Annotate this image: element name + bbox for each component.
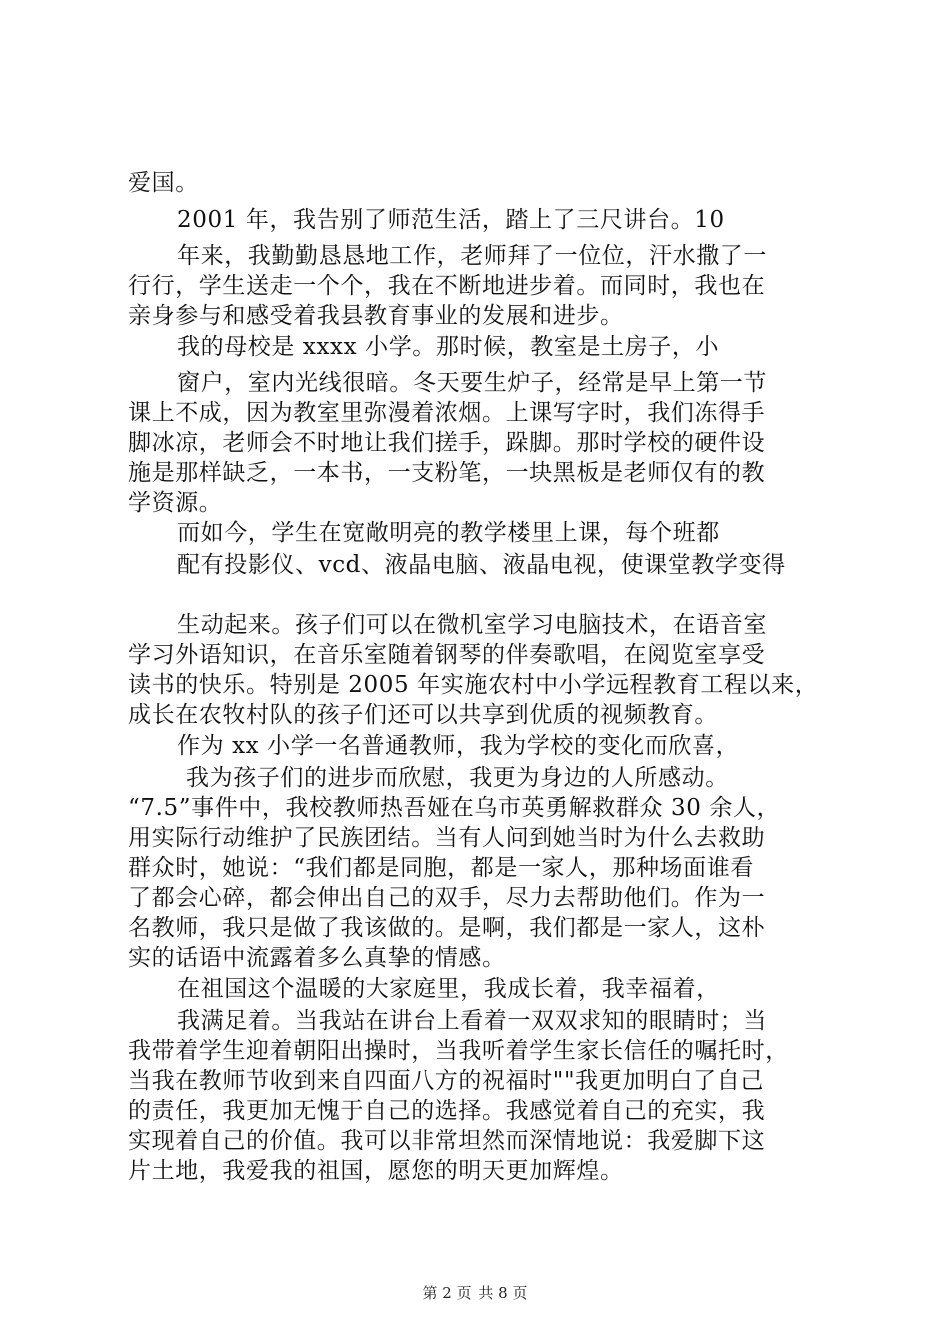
text-line: 而如今，学生在宽敞明亮的教学楼里上课，每个班都 xyxy=(177,520,720,546)
text-line: 施是那样缺乏，一本书，一支粉笔，一块黑板是老师仅有的教 xyxy=(128,460,766,486)
text-line: 成长在农牧村队的孩子们还可以共享到优质的视频教育。 xyxy=(128,702,718,728)
text-line: 实现着自己的价值。我可以非常坦然而深情地说：我爱脚下这 xyxy=(128,1128,766,1154)
text-line: 配有投影仪、vcd、液晶电脑、液晶电视，使课堂教学变得 xyxy=(177,552,786,578)
page-footer xyxy=(0,1283,950,1303)
text-line: 当我在教师节收到来自四面八方的祝福时""我更加明白了自己 xyxy=(128,1068,764,1094)
text-line: 我带着学生迎着朝阳出操时，当我听着学生家长信任的嘱托时， xyxy=(128,1038,789,1064)
page-number: 第 2 页 xyxy=(422,1284,472,1302)
text-line: 亲身参与和感受着我县教育事业的发展和进步。 xyxy=(128,303,624,329)
text-line: 爱国。 xyxy=(128,170,199,196)
text-line: 用实际行动维护了民族团结。当有人问到她当时为什么去救助 xyxy=(128,825,766,851)
text-line: 实的话语中流露着多么真挚的情感。 xyxy=(128,945,506,971)
text-line: 作为 xx 小学一名普通教师，我为学校的变化而欣喜， xyxy=(177,733,740,759)
text-line: 群众时，她说：“我们都是同胞，都是一家人，那种场面谁看 xyxy=(128,855,754,881)
text-line: 行行，学生送走一个个，我在不断地进步着。而同时，我也在 xyxy=(128,273,766,299)
text-line: 片土地，我爱我的祖国，愿您的明天更加辉煌。 xyxy=(128,1158,624,1184)
page-total: 共 8 页 xyxy=(478,1284,528,1302)
text-line: 学资源。 xyxy=(128,490,223,516)
text-line: 学习外语知识，在音乐室随着钢琴的伴奏歌唱，在阅览室享受 xyxy=(128,642,766,668)
text-line: 窗户，室内光线很暗。冬天要生炉子，经常是早上第一节 xyxy=(177,370,767,396)
text-line: 在祖国这个温暖的大家庭里，我成长着，我幸福着， xyxy=(177,976,720,1002)
text-line: 我满足着。当我站在讲台上看着一双双求知的眼睛时；当 xyxy=(177,1008,767,1034)
text-line: 我的母校是 xxxx 小学。那时候，教室是土房子，小 xyxy=(177,334,720,360)
text-line: 名教师，我只是做了我该做的。是啊，我们都是一家人，这朴 xyxy=(128,915,766,941)
text-line: 脚冰凉，老师会不时地让我们搓手，跺脚。那时学校的硬件设 xyxy=(128,430,766,456)
text-line: “7.5”事件中，我校教师热吾娅在乌市英勇解救群众 30 余人， xyxy=(128,795,781,821)
text-line: 我为孩子们的进步而欣慰，我更为身边的人所感动。 xyxy=(186,765,729,791)
text-line: 课上不成，因为教室里弥漫着浓烟。上课写字时，我们冻得手 xyxy=(128,400,766,426)
text-line: 了都会心碎，都会伸出自己的双手，尽力去帮助他们。作为一 xyxy=(128,885,766,911)
text-line: 读书的快乐。特别是 2005 年实施农村中小学远程教育工程以来， xyxy=(128,672,819,698)
text-line: 2001 年，我告别了师范生活，踏上了三尺讲台。10 xyxy=(177,207,725,233)
text-line: 的责任，我更加无愧于自己的选择。我感觉着自己的充实，我 xyxy=(128,1098,766,1124)
text-line: 生动起来。孩子们可以在微机室学习电脑技术，在语音室 xyxy=(177,612,767,638)
text-line: 年来，我勤勤恳恳地工作，老师拜了一位位，汗水撒了一 xyxy=(177,243,767,269)
